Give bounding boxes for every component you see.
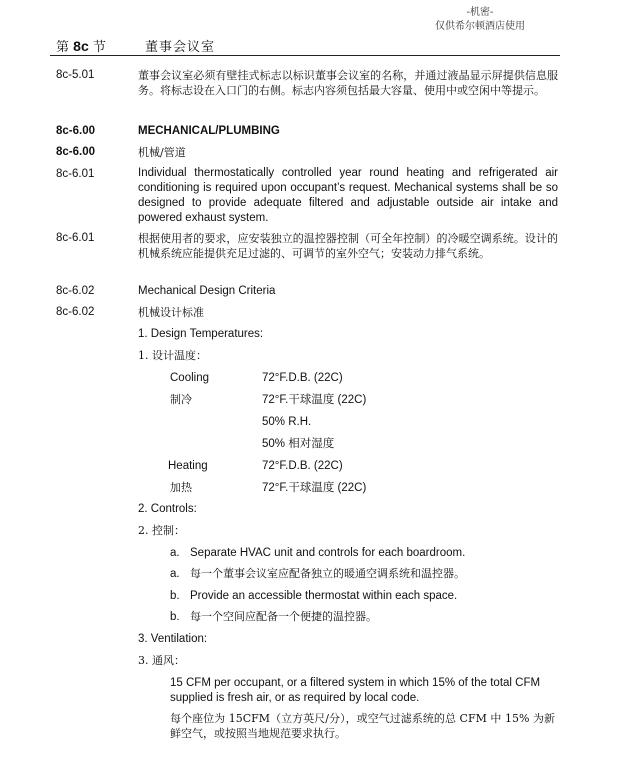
controls-item-text-cn: 每一个空间应配备一个便捷的温控器。	[190, 610, 377, 623]
confidential-label: -机密-	[466, 7, 494, 18]
entry-8c-5-01-number: 8c-5.01	[56, 69, 95, 81]
controls-item-text: Provide an accessible thermostat within each space.	[190, 590, 458, 602]
entry-8c-6-02-number-cn: 8c-6.02	[56, 306, 95, 318]
heating-value-cn: 72°F.干球温度 (22C)	[262, 482, 367, 494]
controls-heading-cn: 2. 控制：	[138, 524, 185, 537]
entry-8c-6-02-text-cn: 机械设计标准	[138, 306, 204, 319]
controls-item-marker: b.	[170, 611, 180, 623]
controls-item-text: Separate HVAC unit and controls for each boardroom.	[190, 547, 466, 559]
section-number	[56, 36, 106, 55]
cooling-label-cn: 制冷	[170, 393, 192, 406]
cooling-label: Cooling	[170, 372, 209, 384]
ventilation-heading: 3. Ventilation:	[138, 633, 208, 645]
relative-humidity-value: 50% R.H.	[262, 416, 312, 428]
entry-8c-6-00-heading-cn: 机械/管道	[138, 146, 186, 159]
ventilation-heading-cn: 3. 通风：	[138, 654, 185, 667]
controls-item-marker: a.	[170, 547, 180, 559]
header-confidential-block	[435, 6, 525, 34]
header-rule	[50, 55, 560, 56]
section-prefix: 第	[56, 40, 70, 55]
relative-humidity-value-cn: 50% 相对湿度	[262, 438, 335, 450]
entry-8c-6-01-text-cn: 根据使用者的要求，应安装独立的温控器控制（可全年控制）的冷暖空调系统。设计的机械系统应能提供充足过滤的、可调节的室外空气；安装动力排气系统。	[138, 232, 558, 260]
cooling-value: 72°F.D.B. (22C)	[262, 372, 343, 384]
section-number-value: 8c	[73, 38, 89, 54]
design-temperatures-heading-cn: 1. 设计温度：	[138, 349, 207, 362]
section-suffix: 节	[92, 40, 106, 55]
entry-8c-6-00-number: 8c-6.00	[56, 125, 96, 137]
entry-8c-6-02-text: Mechanical Design Criteria	[138, 285, 276, 297]
entry-8c-6-01-number: 8c-6.01	[56, 168, 95, 180]
ventilation-text: 15 CFM per occupant, or a filtered system in which 15% of the total CFM supplied is fresh air, or as required by local code.	[170, 677, 541, 704]
controls-heading: 2. Controls:	[138, 503, 197, 515]
design-temperatures-heading: 1. Design Temperatures:	[138, 328, 264, 340]
heating-value: 72°F.D.B. (22C)	[262, 460, 343, 472]
entry-8c-6-00-heading: MECHANICAL/PLUMBING	[138, 125, 280, 137]
entry-8c-6-01-number-cn: 8c-6.01	[56, 232, 95, 244]
cooling-value-cn: 72°F.干球温度 (22C)	[262, 394, 367, 406]
controls-item-marker: a.	[170, 568, 180, 580]
heating-label: Heating	[168, 460, 208, 472]
hilton-use-label: 仅供希尔顿酒店使用	[435, 21, 525, 32]
section-title: 董事会议室	[145, 40, 216, 55]
entry-8c-5-01-text: 董事会议室必须有壁挂式标志以标识董事会议室的名称，并通过液晶显示屏提供信息服务。将标志设在入口门的右侧。标志内容须包括最大容量、使用中或空闲中等提示。	[138, 69, 558, 97]
entry-8c-6-00-number-cn: 8c-6.00	[56, 146, 96, 158]
entry-8c-6-02-number: 8c-6.02	[56, 285, 95, 297]
ventilation-text-cn: 每个座位为 15CFM（立方英尺/分），或空气过滤系统的总 CFM 中 15% 为新鲜空气，或按照当地规范要求执行。	[170, 712, 555, 740]
controls-item-text-cn: 每一个董事会议室应配备独立的暖通空调系统和温控器。	[190, 567, 465, 580]
controls-item-marker: b.	[170, 590, 180, 602]
heating-label-cn: 加热	[170, 481, 192, 494]
entry-8c-6-01-text: Individual thermostatically controlled year round heating and refrigerated air conditioning is required upon occupant’s request. Mechanical systems shall be so designed to provide adequate filtered and adjustable outside air intake and powered exhaust system.	[138, 167, 558, 224]
